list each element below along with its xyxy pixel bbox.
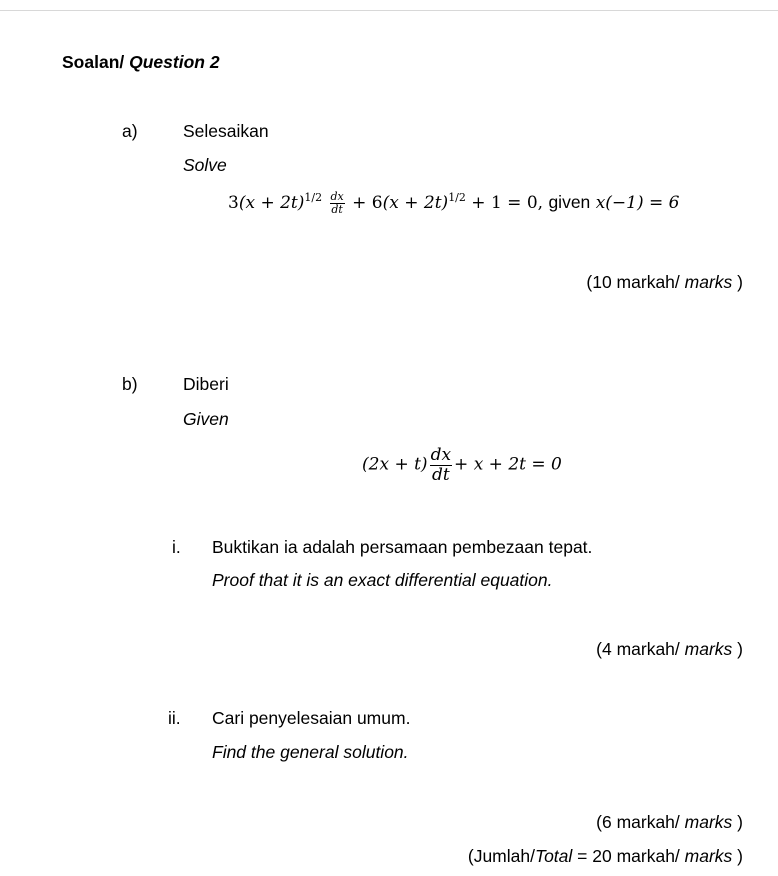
eq-a-deriv-num: dx [330, 190, 344, 203]
part-a-equation [228, 191, 679, 216]
eq-b-tail: + x + 2t = 0 [454, 454, 562, 475]
total-prefix: (Jumlah/ [467, 846, 535, 866]
eq-b-derivative [430, 446, 452, 484]
sub-ii-text-malay: Cari penyelesaian umum. [212, 708, 411, 728]
part-a-marks-prefix: (10 markah/ [586, 272, 680, 292]
part-a-instruction-malay: Selesaikan [183, 121, 269, 141]
sub-i-label: i. [172, 537, 181, 557]
eq-a-base2: (x + 2t) [382, 193, 449, 214]
sub-ii-text-english: Find the general solution. [212, 742, 409, 762]
total-middle: = 20 markah/ [572, 846, 685, 866]
sub-i-marks-word: marks [684, 639, 733, 659]
eq-a-tail: + 1 = 0, [471, 193, 544, 214]
eq-a-derivative [330, 191, 345, 216]
total-marks-word: marks [684, 846, 733, 866]
sub-i-marks [596, 639, 743, 660]
sub-ii-label: ii. [168, 708, 181, 728]
part-b-equation [362, 446, 562, 484]
question-title [62, 52, 220, 73]
sub-ii-marks [596, 812, 743, 833]
part-a-marks [586, 272, 743, 293]
eq-a-condition: x(−1) = 6 [595, 193, 680, 214]
eq-b-deriv-num: dx [430, 445, 452, 465]
total-word: Total [534, 846, 573, 866]
sub-i-text-malay: Buktikan ia adalah persamaan pembezaan tepat. [212, 537, 593, 557]
eq-a-exp1: 1/2 [304, 191, 323, 205]
eq-a-coef1: 3 [228, 193, 239, 214]
part-a-marks-word: marks [684, 272, 733, 292]
sub-i-marks-prefix: (4 markah/ [596, 639, 680, 659]
total-suffix: ) [737, 846, 743, 866]
part-a-marks-suffix: ) [737, 272, 743, 292]
top-border-line [0, 10, 778, 11]
eq-a-deriv-den: dt [331, 203, 343, 217]
part-a-instruction-english: Solve [183, 155, 227, 175]
sub-ii-marks-prefix: (6 markah/ [596, 812, 680, 832]
eq-a-coef2: + 6 [352, 193, 383, 214]
eq-a-base1: (x + 2t) [238, 193, 305, 214]
sub-i-marks-suffix: ) [737, 639, 743, 659]
eq-b-deriv-den: dt [431, 464, 450, 485]
part-b-instruction-malay: Diberi [183, 374, 229, 394]
eq-a-given-word: given [548, 192, 591, 213]
part-a-label: a) [122, 121, 138, 141]
eq-a-exp2: 1/2 [448, 191, 466, 205]
sub-i-text-english: Proof that it is an exact differential equation. [212, 570, 553, 590]
total-marks [468, 846, 743, 867]
eq-b-factor: (2x + t) [362, 454, 428, 475]
sub-ii-marks-word: marks [684, 812, 733, 832]
part-b-label: b) [122, 374, 138, 394]
title-malay: Soalan/ [62, 52, 125, 72]
sub-ii-marks-suffix: ) [737, 812, 743, 832]
title-english: Question 2 [129, 52, 220, 72]
part-b-instruction-english: Given [183, 409, 229, 429]
